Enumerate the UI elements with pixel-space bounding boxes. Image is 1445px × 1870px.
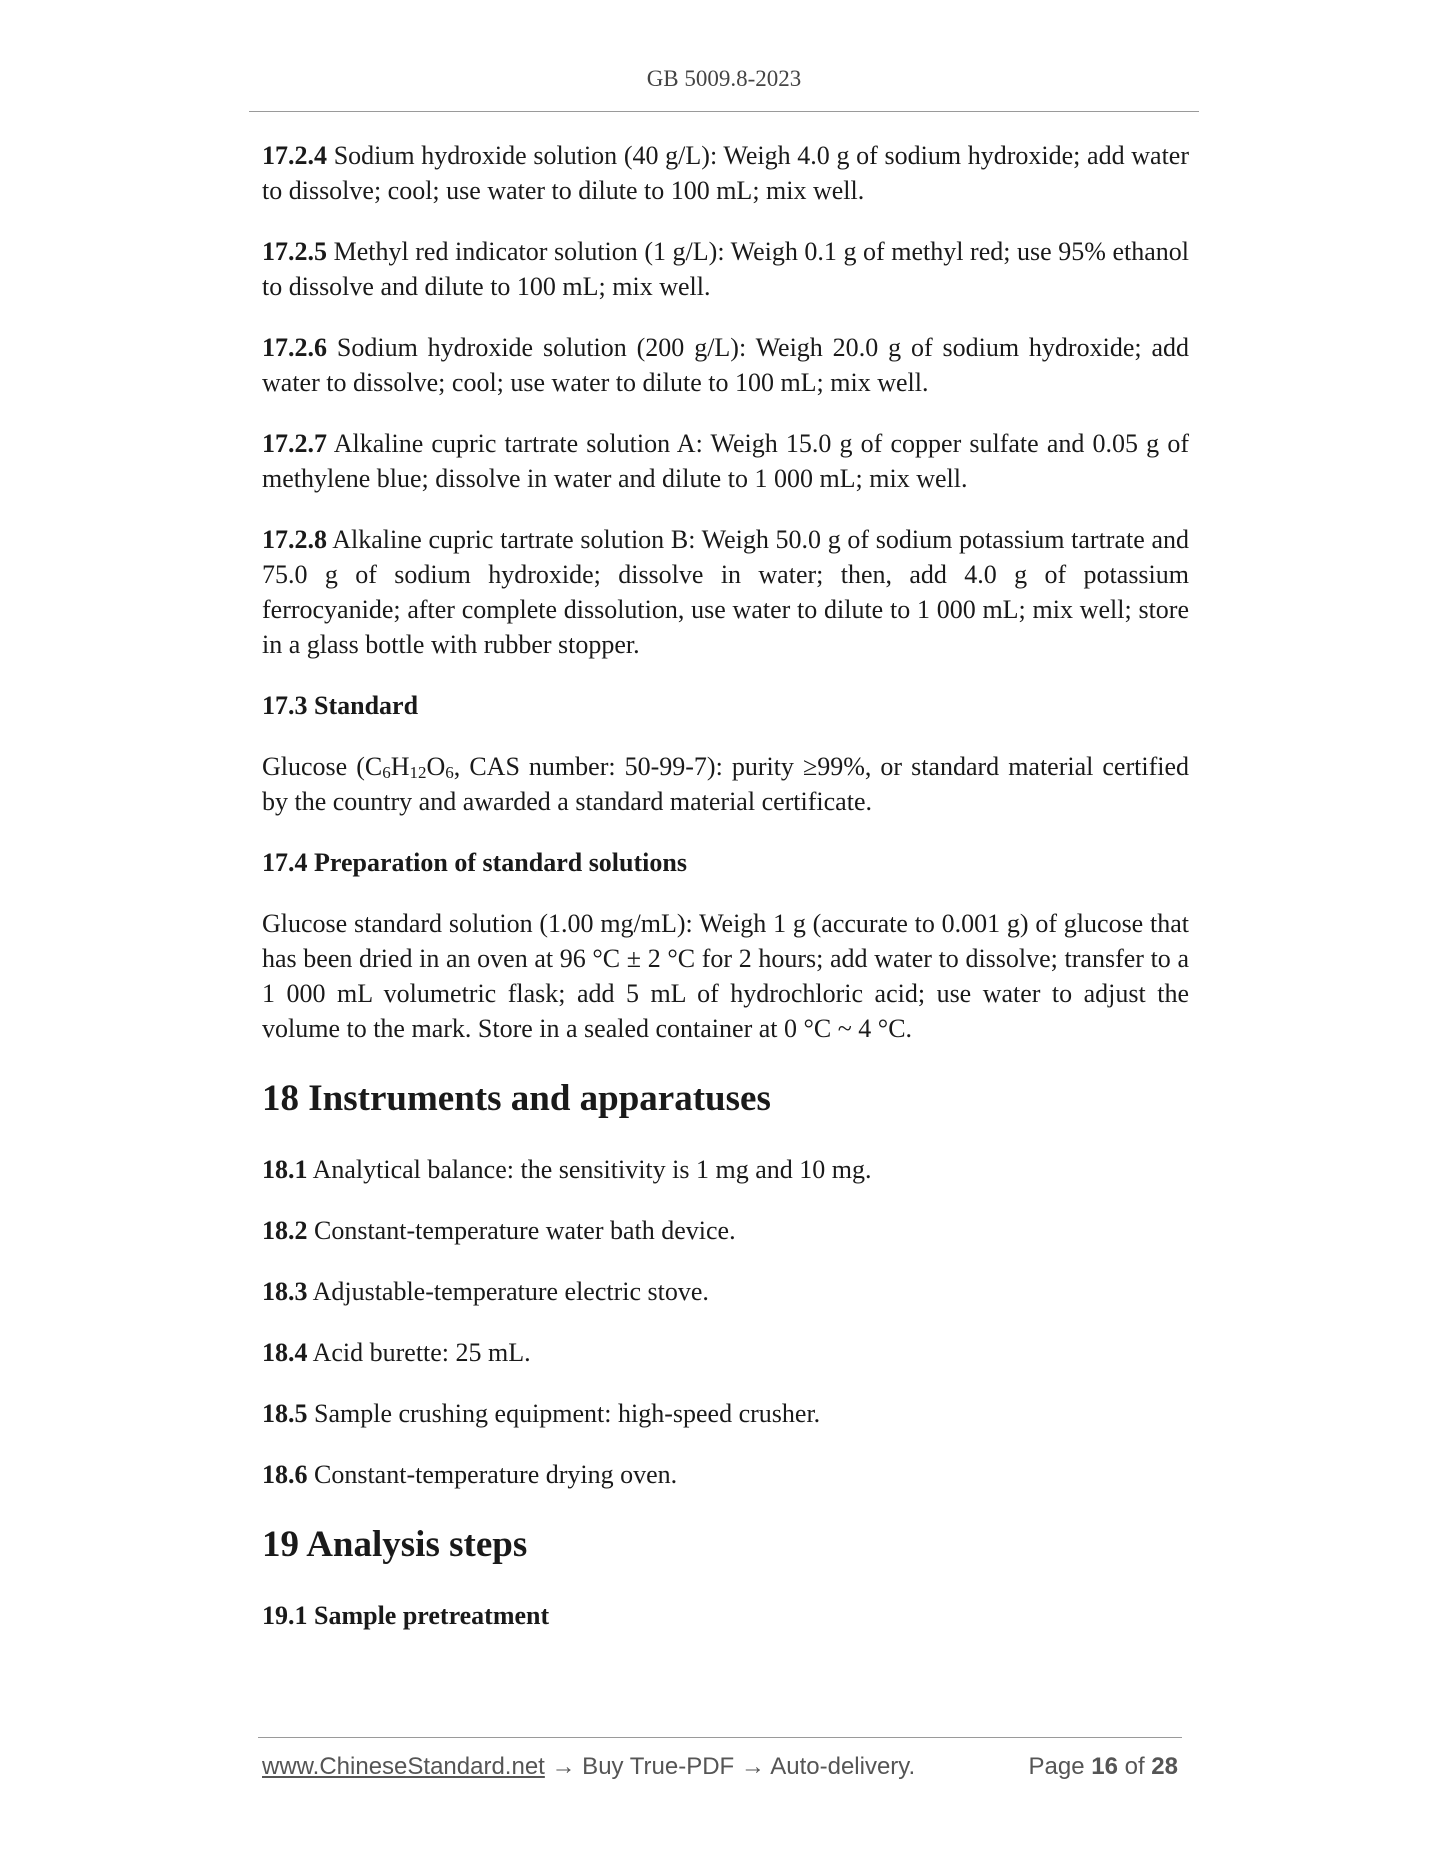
- section-heading-18: 18 Instruments and apparatuses: [262, 1078, 771, 1119]
- page-header: GB 5009.8-2023: [646, 66, 802, 91]
- clause-number: 18.4: [262, 1338, 308, 1367]
- clause-17-2-7: [262, 426, 1189, 496]
- page-label: Page: [1028, 1753, 1085, 1780]
- section-heading-19: 19 Analysis steps: [262, 1524, 528, 1565]
- formula-subscript: 12: [409, 763, 427, 782]
- clause-17-2-5: [262, 234, 1189, 304]
- clause-number: 18.1: [262, 1155, 308, 1184]
- clause-text: Alkaline cupric tartrate solution A: Weigh 15.0 g of copper sulfate and 0.05 g of methylene blue; dissolve in water and dilute to 1 000 mL; mix well.: [262, 429, 1189, 493]
- clause-text: Acid burette: 25 mL.: [312, 1338, 531, 1367]
- clause-number: 17.2.4: [262, 141, 327, 170]
- heading-17-3: 17.3 Standard: [262, 691, 419, 720]
- clause-number: 18.5: [262, 1399, 308, 1428]
- of-label: of: [1124, 1753, 1145, 1780]
- clause-17-2-8: [262, 522, 1189, 662]
- page-indicator: [1029, 1753, 1179, 1781]
- clause-text: Sample crushing equipment: high-speed crusher.: [314, 1399, 821, 1428]
- clause-17-3-text: [262, 749, 1189, 819]
- clause-text: , CAS number: 50-99-7): purity ≥99%, or standard material certified by the country and awarded a standard material certificate.: [262, 752, 1189, 816]
- clause-number: 18.2: [262, 1216, 308, 1245]
- list-item: [262, 1396, 1189, 1431]
- clause-text: Constant-temperature drying oven.: [314, 1460, 678, 1489]
- list-item: [262, 1274, 1189, 1309]
- page-footer: [262, 1753, 1182, 1781]
- clause-number: 17.2.8: [262, 525, 327, 554]
- document-body: [262, 138, 1189, 1659]
- clause-text: Sodium hydroxide solution (40 g/L): Weigh 4.0 g of sodium hydroxide; add water to dissolve; cool; use water to dilute to 100 mL; mix well.: [262, 141, 1189, 205]
- footer-divider: [258, 1737, 1182, 1738]
- clause-number: 17.2.7: [262, 429, 327, 458]
- footer-tagline: → Buy True-PDF → Auto-delivery.: [544, 1753, 916, 1780]
- clause-text: Analytical balance: the sensitivity is 1 mg and 10 mg.: [312, 1155, 872, 1184]
- website-link[interactable]: www.ChineseStandard.net: [262, 1753, 545, 1780]
- formula-subscript: 6: [445, 763, 454, 782]
- clause-number: 18.3: [262, 1277, 308, 1306]
- clause-number: 18.6: [262, 1460, 308, 1489]
- formula-element: O: [426, 752, 446, 781]
- list-item: [262, 1152, 1189, 1187]
- clause-text: Constant-temperature water bath device.: [314, 1216, 736, 1245]
- clause-17-2-4: [262, 138, 1189, 208]
- header-divider: [249, 111, 1199, 112]
- formula-element: H: [390, 752, 410, 781]
- clause-number: 17.2.6: [262, 333, 327, 362]
- heading-17-4: 17.4 Preparation of standard solutions: [262, 848, 687, 877]
- total-pages: 28: [1151, 1753, 1178, 1780]
- clause-text: Alkaline cupric tartrate solution B: Weigh 50.0 g of sodium potassium tartrate and 75.0 g of sodium hydroxide; dissolve in water; then, add 4.0 g of potassium ferrocyanide; after complete dissolution, use water to dilute to 1 000 mL; mix well; store in a glass bottle with rubber stopper.: [262, 525, 1189, 659]
- list-item: [262, 1457, 1189, 1492]
- clause-text: Sodium hydroxide solution (200 g/L): Weigh 20.0 g of sodium hydroxide; add water to dissolve; cool; use water to dilute to 100 mL; mix well.: [262, 333, 1189, 397]
- clause-17-2-6: [262, 330, 1189, 400]
- formula-subscript: 6: [382, 763, 391, 782]
- clause-text: Adjustable-temperature electric stove.: [312, 1277, 709, 1306]
- current-page-number: 16: [1091, 1753, 1118, 1780]
- list-item: [262, 1213, 1189, 1248]
- heading-19-1: 19.1 Sample pretreatment: [262, 1601, 550, 1630]
- clause-text: Methyl red indicator solution (1 g/L): Weigh 0.1 g of methyl red; use 95% ethanol to dissolve and dilute to 100 mL; mix well.: [262, 237, 1190, 301]
- clause-number: 17.2.5: [262, 237, 327, 266]
- list-item: [262, 1335, 1189, 1370]
- formula-prefix: Glucose (C: [262, 752, 383, 781]
- clause-17-4-text: Glucose standard solution (1.00 mg/mL): Weigh 1 g (accurate to 0.001 g) of glucose that has been dried in an oven at 96 °C ± 2 °C for 2 hours; add water to dissolve; transfer to a 1 000 mL volumetric flask; add 5 mL of hydrochloric acid; use water to adjust the volume to the mark. Store in a sealed container at 0 °C ~ 4 °C.: [262, 909, 1189, 1043]
